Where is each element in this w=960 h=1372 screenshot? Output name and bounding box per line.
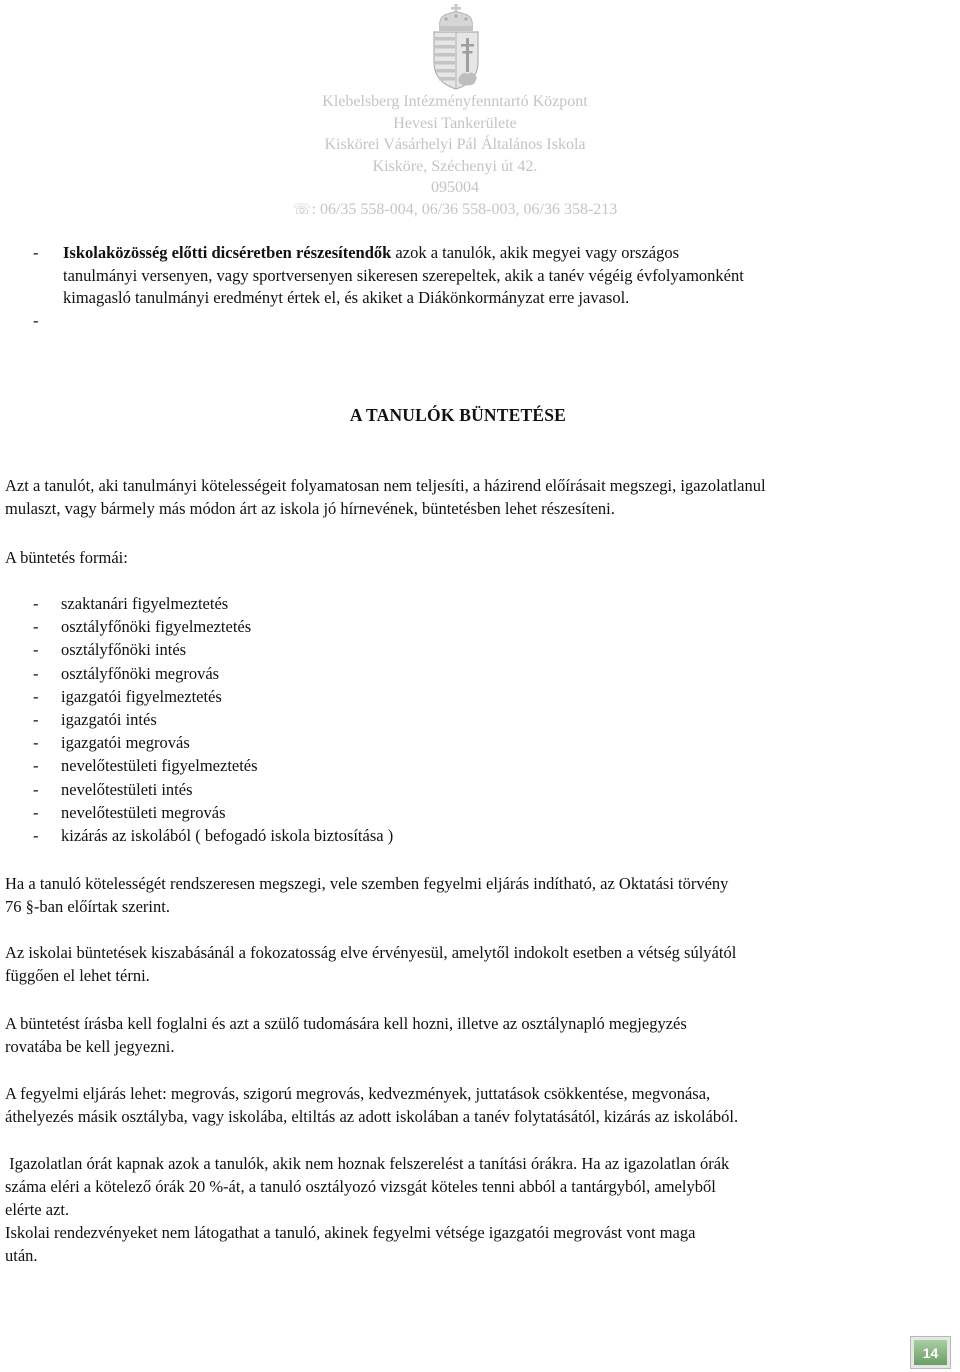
list-item [33,685,393,708]
commendation-text-3: kimagasló tanulmányi eredményt értek el, és akiket a Diákönkormányzat erre javasol. [63,288,630,307]
page-number-badge: 14 [911,1337,950,1368]
bullet-dash: - [33,594,39,613]
paragraph-line: mulaszt, vagy bármely más módon árt az iskola jó hírnevének, büntetésben lehet részesíteni. [5,499,615,518]
list-item [33,801,393,824]
commendation-section [33,242,933,332]
list-item [33,708,393,731]
letterhead [250,91,660,220]
letterhead-phone-numbers: : 06/35 558-004, 06/36 558-003, 06/36 358-213 [311,200,618,218]
bullet-dash: - [33,779,39,799]
commendation-text-2: tanulmányi versenyen, vagy sportversenyen sikeresen szerepeltek, akik a tanév végéig évfolyamonként [63,265,744,285]
section-heading: A TANULÓK BÜNTETÉSE [349,405,567,425]
letterhead-postcode: 095004 [431,179,479,196]
paragraph-line: A büntetést írásba kell foglalni és azt a szülő tudomására kell hozni, illetve az osztálynapló megjegyzés [5,1014,687,1033]
bullet-dash: - [33,756,39,776]
list-item-text: szaktanári figyelmeztetés [61,594,229,613]
punishment-forms-list [33,592,393,847]
paragraph-line: Az iskolai büntetések kiszabásánál a fokozatosság elve érvényesül, amelytől indokolt esetben a vétség súlyától [5,943,737,962]
paragraph-line: Igazolatlan órát kapnak azok a tanulók, akik nem hoznak felszerelést a tanítási órákra. Ha az igazolatlan órák [5,1154,730,1173]
list-item [33,615,393,638]
paragraph-line: elérte azt. [5,1200,70,1219]
list-item [33,754,393,777]
bullet-dash: - [33,640,39,660]
list-item-text: kizárás az iskolából ( befogadó iskola biztosítása ) [61,826,394,846]
letterhead-school: Kiskörei Vásárhelyi Pál Általános Iskola [324,136,586,153]
bullet-dash: - [33,710,39,730]
commendation-lead: Iskolaközösség előtti dicséretben részesítendők [63,243,392,262]
paragraph-line: 76 §-ban előírtak szerint. [5,897,170,916]
paragraph-line: száma eléri a kötelező órák 20 %-át, a tanuló osztályozó vizsgát köteles tenni abból a tantárgyból, amelyből [5,1177,716,1196]
letterhead-org: Klebelsberg Intézményfenntartó Központ [322,93,588,110]
list-item [33,824,393,847]
bullet-dash: - [33,663,39,683]
list-item-text: nevelőtestületi megrovás [61,802,226,822]
bullet-dash: - [33,617,39,637]
list-item-text: osztályfőnöki megrovás [61,663,220,683]
paragraph-line: rovatába be kell jegyezni. [5,1037,175,1056]
list-item [33,638,393,661]
paragraph-line: függően el lehet térni. [5,966,150,985]
empty-item [33,310,933,333]
phone-icon: ☏ [292,199,312,218]
bullet-dash: - [33,733,39,753]
coat-of-arms-icon [430,4,482,90]
list-item [33,778,393,801]
bullet-dash: - [33,310,39,330]
paragraph-line: Ha a tanuló kötelességét rendszeresen megszegi, vele szemben fegyelmi eljárás indítható, az Oktatási törvény [5,874,729,893]
paragraph-gradual [5,941,945,987]
letterhead-phone [250,199,660,221]
list-item [33,662,393,685]
bullet-dash: - [33,802,39,822]
list-item [33,731,393,754]
list-item-text: osztályfőnöki intés [61,640,187,660]
list-item [33,592,393,615]
list-item-text: igazgatói megrovás [61,733,190,753]
letterhead-address: Kisköre, Széchenyi út 42. [372,157,538,175]
list-item-text: nevelőtestületi intés [61,779,193,799]
list-item-text: igazgatói intés [61,710,157,730]
list-item-text: igazgatói figyelmeztetés [61,686,222,706]
paragraph-line: Iskolai rendezvényeket nem látogathat a tanuló, akinek fegyelmi vétsége igazgatói megrovást vont maga [5,1223,696,1242]
list-item-text: nevelőtestületi figyelmeztetés [61,756,258,776]
paragraph-unexcused [5,1152,945,1267]
paragraph-line: A fegyelmi eljárás lehet: megrovás, szigorú megrovás, kedvezmények, juttatások csökkentése, megvonása, [5,1084,711,1103]
paragraph-line: után. [5,1246,38,1265]
commendation-item [33,242,933,310]
bullet-dash: - [33,243,39,262]
punishment-forms-title: A büntetés formái: [5,548,128,567]
paragraph-procedure [5,1082,945,1128]
paragraph-punishable [5,474,945,520]
paragraph-line: Azt a tanulót, aki tanulmányi kötelességeit folyamatosan nem teljesíti, a házirend előírásait megszegi, igazolatlanul [5,476,766,495]
list-item-text: osztályfőnöki figyelmeztetés [61,617,252,637]
letterhead-district: Hevesi Tankerülete [393,114,517,132]
commendation-text-1: azok a tanulók, akik megyei vagy országos [391,243,680,262]
paragraph-discipline [5,872,945,918]
paragraph-written [5,1012,945,1058]
bullet-dash: - [33,686,39,706]
paragraph-line: áthelyezés másik osztályba, vagy iskolába, eltiltás az adott iskolában a tanév folytatásától, kizárás az iskolából. [5,1107,739,1126]
bullet-dash: - [33,826,39,846]
